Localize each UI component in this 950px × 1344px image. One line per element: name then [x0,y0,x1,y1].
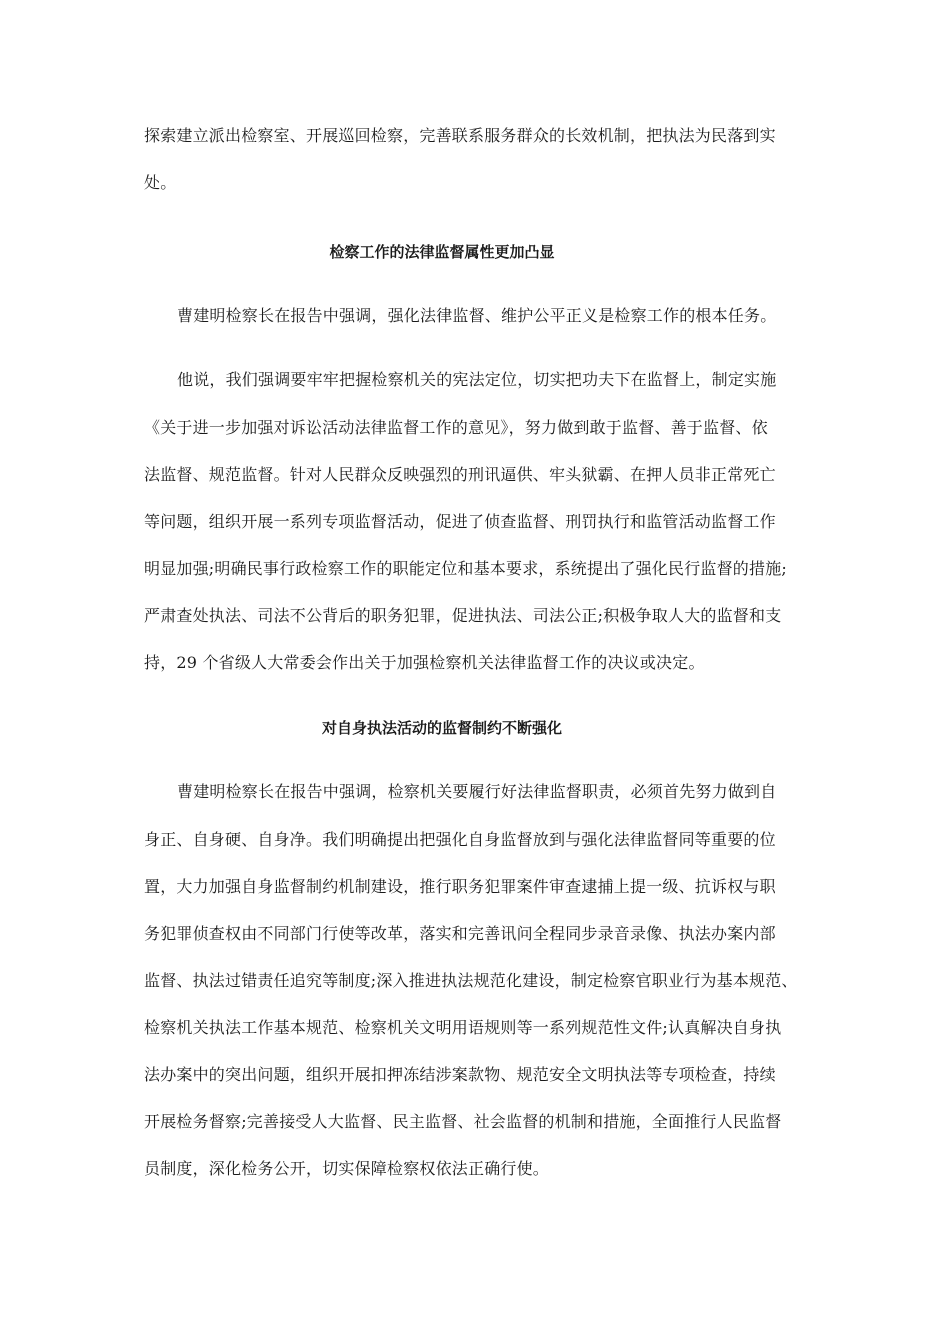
paragraph-line: 他说，我们强调要牢牢把握检察机关的宪法定位，切实把功夫下在监督上，制定实施 [177,370,777,389]
paragraph-line: 《关于进一步加强对诉讼活动法律监督工作的意见》，努力做到敢于监督、善于监督、依 [144,418,768,437]
paragraph-line: 持，29 个省级人大常委会作出关于加强检察机关法律监督工作的决议或决定。 [144,653,705,672]
intro-line-2: 处。 [144,173,177,192]
section-heading: 对自身执法活动的监督制约不断强化 [321,719,562,737]
paragraph-line: 置，大力加强自身监督制约机制建设，推行职务犯罪案件审查逮捕上提一级、抗诉权与职 [144,877,776,896]
paragraph-line: 员制度，深化检务公开，切实保障检察权依法正确行使。 [144,1159,550,1178]
paragraph-line: 曹建明检察长在报告中强调，检察机关要履行好法律监督职责，必须首先努力做到自 [177,782,777,801]
section-heading: 检察工作的法律监督属性更加凸显 [329,243,555,261]
paragraph-line: 法办案中的突出问题，组织开展扣押冻结涉案款物、规范安全文明执法等专项检查，持续 [144,1065,776,1084]
paragraph-line: 检察机关执法工作基本规范、检察机关文明用语规则等一系列规范性文件;认真解决自身执 [144,1018,782,1037]
paragraph-line: 等问题，组织开展一系列专项监督活动，促进了侦查监督、刑罚执行和监管活动监督工作 [144,512,776,531]
paragraph-line: 明显加强;明确民事行政检察工作的职能定位和基本要求，系统提出了强化民行监督的措施; [144,559,787,578]
paragraph-line: 严肃查处执法、司法不公背后的职务犯罪，促进执法、司法公正;积极争取人大的监督和支 [144,606,782,625]
intro-line-1: 探索建立派出检察室、开展巡回检察，完善联系服务群众的长效机制，把执法为民落到实 [144,126,776,145]
paragraph-line: 务犯罪侦查权由不同部门行使等改革，落实和完善讯问全程同步录音录像、执法办案内部 [144,924,776,943]
paragraph-line: 曹建明检察长在报告中强调，强化法律监督、维护公平正义是检察工作的根本任务。 [177,306,777,325]
paragraph-line: 法监督、规范监督。针对人民群众反映强烈的刑讯逼供、牢头狱霸、在押人员非正常死亡 [144,465,776,484]
paragraph-line: 身正、自身硬、自身净。我们明确提出把强化自身监督放到与强化法律监督同等重要的位 [144,830,776,849]
paragraph-line: 监督、执法过错责任追究等制度;深入推进执法规范化建设，制定检察官职业行为基本规范、 [144,971,798,990]
paragraph-line: 开展检务督察;完善接受人大监督、民主监督、社会监督的机制和措施，全面推行人民监督 [144,1112,782,1131]
